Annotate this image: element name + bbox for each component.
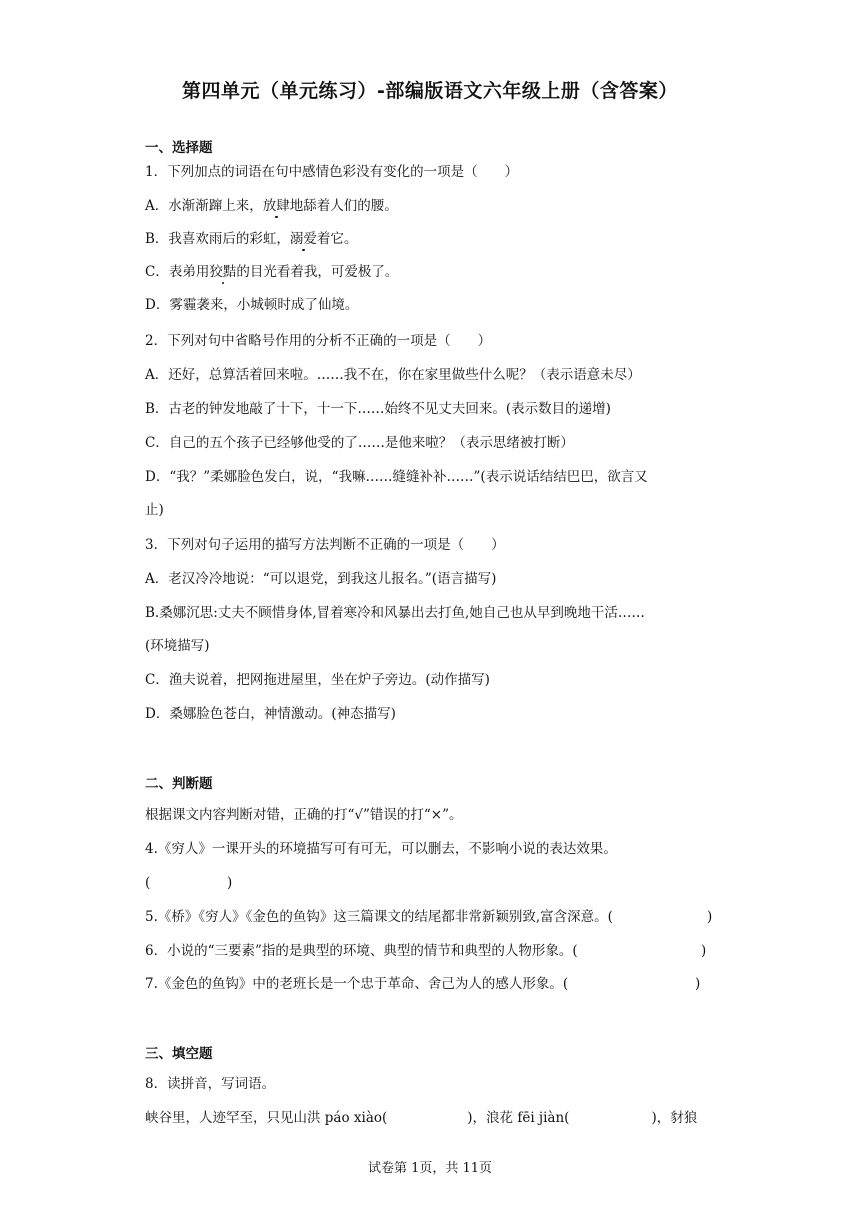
dotted-word-text: 溺爱 <box>289 231 317 247</box>
question-3-option-d: D．桑娜脸色苍白，神情激动。(神态描写) <box>145 706 396 722</box>
question-5-text <box>145 907 725 927</box>
question-3-stem: 3．下列对句子运用的描写方法判断不正确的一项是（ ） <box>145 537 505 553</box>
section-heading-choice: 一、选择题 <box>145 140 213 156</box>
question-3-option-a: A．老汉冷冷地说：“可以退党，到我这儿报名。”(语言描写) <box>145 571 497 587</box>
sentence-part: 峡谷里，人迹罕至，只见山洪 páo xiào( <box>145 1110 388 1126</box>
page-footer: 试卷第 1页，共 11页 <box>367 1161 493 1176</box>
question-7-text <box>145 974 717 994</box>
question-3-option-c: C．渔夫说着，把网拖进屋里，坐在炉子旁边。(动作描写) <box>145 672 490 688</box>
paren-close: ) <box>695 976 701 992</box>
dotted-word-text: 放肆 <box>262 198 290 214</box>
paren-open: ( <box>145 875 151 891</box>
sentence-part: )，豺狼 <box>651 1110 698 1126</box>
question-3-option-b-line2: (环境描写) <box>145 638 210 654</box>
option-text: 的目光看着我，可爱极了。 <box>236 264 399 280</box>
question-1-option-d: D．雾霾袭来，小城顿时成了仙境。 <box>145 297 359 313</box>
option-text: B．我喜欢雨后的彩虹， <box>145 231 290 247</box>
question-8-stem: 8．读拼音，写词语。 <box>145 1076 276 1092</box>
section-heading-fill: 三、填空题 <box>145 1046 213 1062</box>
question-2-option-c: C．自己的五个孩子已经够他受的了……是他来啦？（表示思绪被打断） <box>145 435 574 451</box>
paren-close: ) <box>701 943 707 959</box>
paren-close: ) <box>707 909 713 925</box>
question-2-option-a: A．还好，总算活着回来啦。……我不在，你在家里做些什么呢？（表示语意未尽） <box>145 367 641 383</box>
question-8-sentence <box>145 1108 717 1128</box>
page-title: 第四单元（单元练习）-部编版语文六年级上册（含答案） <box>182 80 678 102</box>
question-7-body: 7.《金色的鱼钩》中的老班长是一个忠于革命、舍己为人的感人形象。( <box>145 976 569 992</box>
judge-instructions: 根据课文内容判断对错，正确的打“√”错误的打“×”。 <box>145 807 463 823</box>
question-1-option-c <box>145 262 717 282</box>
question-6-text <box>145 941 717 961</box>
question-4-answer-blank <box>145 873 717 893</box>
question-5-body: 5.《桥》《穷人》《金色的鱼钩》这三篇课文的结尾都非常新颖别致,富含深意。( <box>145 909 613 925</box>
dotted-word-text: 狡黠 <box>209 264 237 280</box>
option-text: A．水渐渐蹿上来， <box>145 198 263 214</box>
question-4-text: 4.《穷人》一课开头的环境描写可有可无，可以删去，不影响小说的表达效果。 <box>145 841 617 857</box>
dotted-word <box>263 198 290 214</box>
dotted-word <box>290 231 317 247</box>
section-heading-judge: 二、判断题 <box>145 776 213 792</box>
question-2-stem: 2．下列对句中省略号作用的分析不正确的一项是（ ） <box>145 333 492 349</box>
question-1-option-a <box>145 196 717 216</box>
question-3-option-b-line1: B.桑娜沉思:丈夫不顾惜身体,冒着寒冷和风暴出去打鱼,她自己也从早到晚地干活…… <box>145 605 645 621</box>
question-2-option-d-line1: D．“我？”柔娜脸色发白，说，“我嘛……缝缝补补……”(表示说话结结巴巴，欲言又 <box>145 469 648 485</box>
question-1-stem: 1．下列加点的词语在句中感情色彩没有变化的一项是（ ） <box>145 164 519 180</box>
question-6-body: 6．小说的“三要素”指的是典型的环境、典型的情节和典型的人物形象。( <box>145 943 578 959</box>
question-1-option-b <box>145 229 717 249</box>
option-text: 着它。 <box>316 231 358 247</box>
question-2-option-d-line2: 止) <box>145 502 164 518</box>
option-text: 地舔着人们的腰。 <box>289 198 398 214</box>
question-2-option-b: B．古老的钟发地敲了十下，十一下……始终不见丈夫回来。(表示数目的递增) <box>145 401 611 417</box>
paren-close: ) <box>227 875 233 891</box>
dotted-word <box>209 264 236 280</box>
sentence-part: )，浪花 fēi jiàn( <box>467 1110 570 1126</box>
option-text: C．表弟用 <box>145 264 210 280</box>
